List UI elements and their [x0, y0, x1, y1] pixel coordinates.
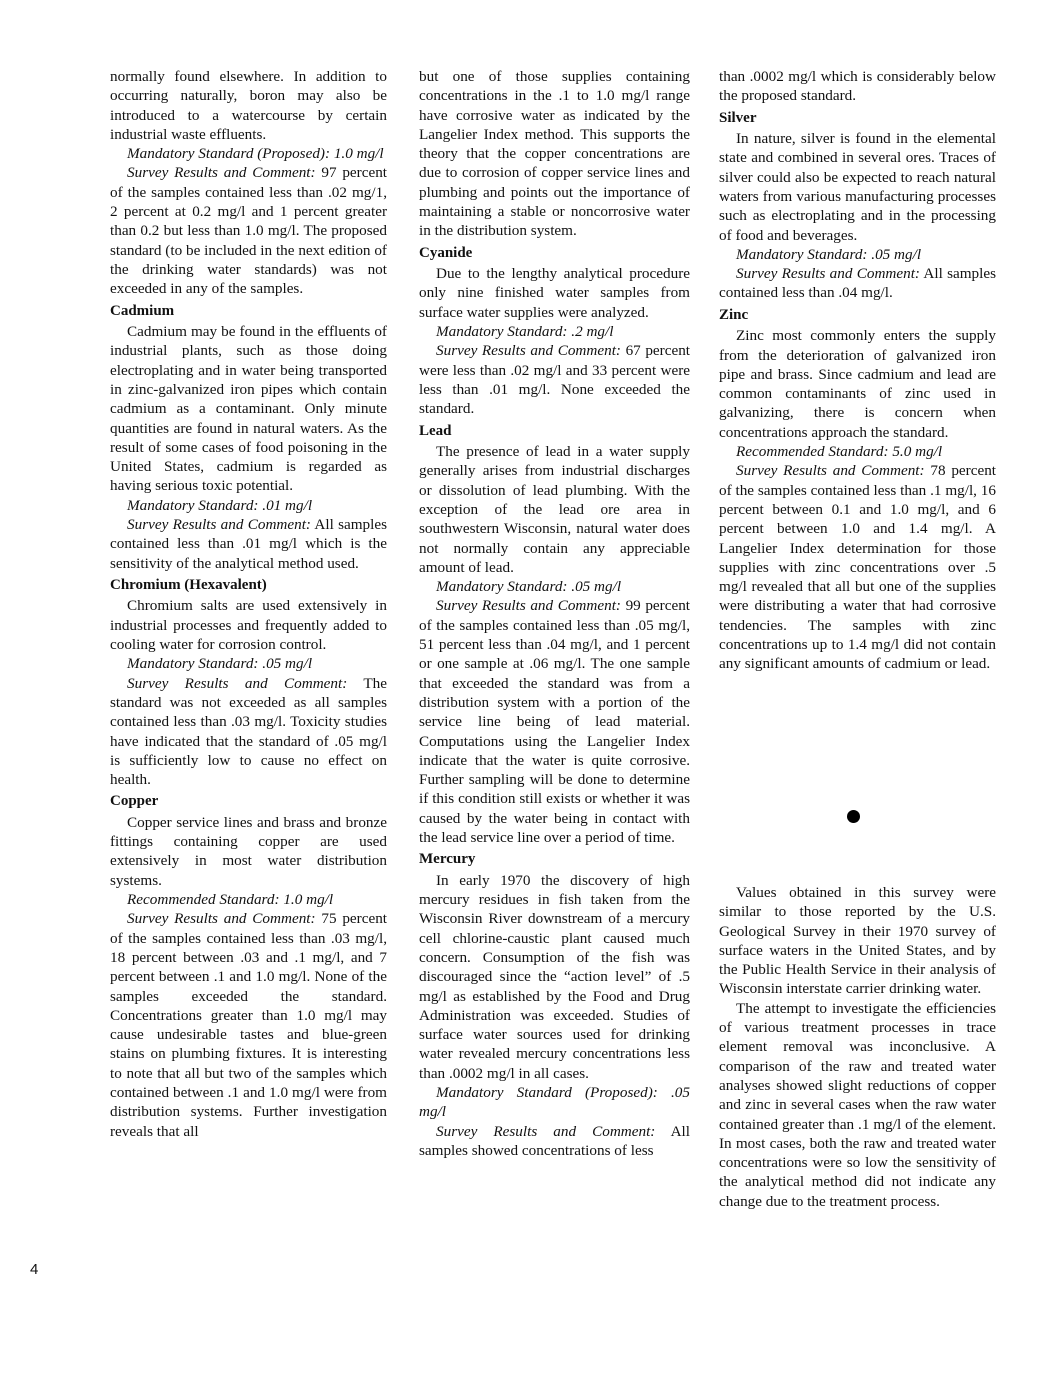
summary-paragraph-2: The attempt to investigate the efficiencies of various treatment processes in trace element removal was inconclusive. A comparison of the raw and treated water analyses showed slight reductions of copper and zinc in several cases when the raw water contained greater than .1 mg/l of the element. In most cases, both the raw and treated water concentrations were so low the sensitivity of the analytical method did not indicate any change due to the treatment process.: [719, 999, 996, 1210]
comment-label: Survey Results and Comment:: [127, 910, 316, 928]
comment-body: 78 percent of the samples contained less than .1 mg/l, 16 percent between 0.1 and 1.0 mg/l, and 6 percent between 1.0 and 1.4 mg/l. A Langelier Index determination for those supplies with zinc concentrations over .5 mg/l revealed that all but one of the supplies were distributing a water that had corrosive tendencies. The samples with zinc concentrations up to 1.4 mg/l did not contain any significant amounts of cadmium or lead.: [719, 462, 997, 673]
comment-body: 97 percent of the samples contained less than .02 mg/1, 2 percent at 0.2 mg/l and 1 percent greater than 0.2 but less than 1.0 mg/l. The proposed standard (to be included in the next edition of the drinking water standards) was not exceeded in any of the samples.: [110, 164, 388, 298]
comment-label: Survey Results and Comment:: [736, 265, 920, 283]
zinc-comment: [719, 461, 996, 673]
mercury-comment: [419, 1122, 690, 1161]
comment-label: Survey Results and Comment:: [436, 597, 621, 615]
chromium-heading: Chromium (Hexavalent): [110, 576, 267, 593]
silver-standard: Mandatory Standard: .05 mg/l: [736, 245, 922, 263]
mercury-heading: Mercury: [419, 851, 476, 868]
comment-label: Survey Results and Comment:: [127, 516, 311, 534]
lead-text: The presence of lead in a water supply generally arises from industrial discharges or dissolution of lead plumbing. With the exception of the lead ore area in southwestern Wisconsin, natural water does not normally contain any appreciable amount of lead.: [419, 443, 690, 576]
chromium-comment: [110, 674, 387, 790]
lead-heading: Lead: [419, 422, 452, 439]
comment-label: Survey Results and Comment:: [736, 462, 925, 480]
cadmium-comment: [110, 515, 387, 573]
copper-text: Copper service lines and brass and bronze fittings containing copper are used extensively in most water distribution systems.: [110, 813, 387, 889]
boron-standard: Mandatory Standard (Proposed): 1.0 mg/l: [127, 145, 384, 163]
comment-body: All samples contained less than .04 mg/l.: [719, 265, 997, 302]
chromium-standard: Mandatory Standard: .05 mg/l: [127, 655, 313, 673]
comment-body: All samples showed concentrations of less: [419, 1122, 690, 1159]
page-number: 4: [30, 1261, 39, 1278]
boron-comment: [110, 163, 387, 298]
column-2: [419, 67, 690, 1160]
cadmium-standard: Mandatory Standard: .01 mg/l: [127, 496, 313, 514]
silver-comment: [719, 264, 996, 303]
column-1: [110, 67, 387, 1141]
cadmium-text: Cadmium may be found in the effluents of industrial plants, such as those doing electroplating and in water being transported in zinc-galvanized iron pipes which contain cadmium as a contaminant. Only minute quantities are found in natural waters. As the result of some cases of food poisoning in the United States, cadmium is regarded as having serious toxic potential.: [110, 323, 387, 495]
copper-heading: Copper: [110, 793, 159, 810]
mercury-text: In early 1970 the discovery of high mercury residues in fish taken from the Wisconsin River downstream of a mercury cell chlorine-caustic plant caused much concern. Consumption of the fish was discouraged since the “action level” of .5 mg/l as established by the Food and Drug Administration was exceeded. Studies of surface water sources used for drinking water revealed mercury concentrations less than .0002 mg/l in all cases.: [419, 871, 690, 1082]
copper-comment: [110, 909, 387, 1141]
comment-body: 67 percent were less than .02 mg/l and 33 percent were less than .01 mg/l. None exceeded the standard.: [419, 342, 691, 418]
boron-continued-text: normally found elsewhere. In addition to occurring naturally, boron may also be introduced to a watercourse by certain industrial waste effluents.: [110, 68, 387, 143]
bullet-dot-icon: [847, 810, 860, 823]
comment-label: Survey Results and Comment:: [436, 342, 621, 360]
comment-label: Survey Results and Comment:: [127, 164, 316, 182]
silver-heading: Silver: [719, 109, 757, 126]
cyanide-text: Due to the lengthy analytical procedure only nine finished water samples from surface water supplies were analyzed.: [419, 265, 690, 321]
silver-text: In nature, silver is found in the elemental state and combined in several ores. Traces of silver could also be expected to reach natural waters from various manufacturing processes such as electroplating and in the processing of food and beverages.: [719, 130, 996, 244]
zinc-heading: Zinc: [719, 306, 749, 323]
mercury-continued-text: than .0002 mg/l which is considerably below the proposed standard.: [719, 68, 996, 105]
comment-label: Survey Results and Comment:: [127, 674, 348, 692]
comment-body: 75 percent of the samples contained less than .03 mg/l, 18 percent between .03 and .1 mg/l, and 7 percent between .1 and 1.0 mg/l. None of the samples exceeded the standard. Concentrations greater than 1.0 mg/l may cause undesirable tastes and blue-green stains on plumbing fixtures. It is interesting to note that all but two of the samples which contained between .1 and 1.0 mg/l were from distribution systems. Further investigation reveals that all: [110, 910, 388, 1140]
zinc-text: Zinc most commonly enters the supply from the deterioration of galvanized iron pipe and brass. Since cadmium and lead are common contaminants of zinc used in galvanizing, there is concern when concentrations approach the standard.: [719, 327, 996, 441]
cyanide-comment: [419, 341, 690, 418]
chromium-text: Chromium salts are used extensively in industrial processes and frequently added to cooling water for corrosion control.: [110, 597, 387, 654]
comment-body: 99 percent of the samples contained less than .05 mg/l, 51 percent less than .04 mg/l, and 1 percent or one sample at .06 mg/l. The one sample that exceeded the standard was from a distribution system with a portion of the service line being of lead material. Computations using the Langelier Index indicate that the water is quite corrosive. Further sampling will be done to determine if this condition still exists or whether it was caused by the water being in contact with the lead service line over a period of time.: [419, 597, 691, 846]
comment-body: All samples contained less than .01 mg/l which is the sensitivity of the analytical method used.: [110, 516, 388, 572]
summary-section: [719, 883, 996, 1211]
comment-label: Survey Results and Comment:: [436, 1122, 656, 1140]
summary-paragraph-1: Values obtained in this survey were similar to those reported by the U.S. Geological Survey in their 1970 survey of surface waters in the United States, and by the Public Health Service in their analysis of Wisconsin interstate carrier drinking water.: [719, 884, 996, 998]
comment-body: The standard was not exceeded as all samples contained less than .03 mg/l. Toxicity studies have indicated that the standard of .05 mg/l is sufficiently low to cause no effect on health.: [110, 674, 387, 789]
lead-comment: [419, 596, 690, 847]
mercury-standard: Mandatory Standard (Proposed): .05 mg/l: [419, 1084, 690, 1121]
copper-standard: Recommended Standard: 1.0 mg/l: [127, 891, 334, 909]
zinc-standard: Recommended Standard: 5.0 mg/l: [736, 443, 943, 461]
copper-continued-text: but one of those supplies containing concentrations in the .1 to 1.0 mg/l range have corrosive water as indicated by the Langelier Index method. This supports the theory that the copper concentrations are due to corrosion of copper service lines and plumbing and points out the importance of maintaining a stable or noncorrosive water in the distribution system.: [419, 68, 690, 240]
lead-standard: Mandatory Standard: .05 mg/l: [436, 578, 622, 596]
cadmium-heading: Cadmium: [110, 302, 175, 319]
column-3: [719, 67, 996, 674]
cyanide-standard: Mandatory Standard: .2 mg/l: [436, 323, 614, 341]
cyanide-heading: Cyanide: [419, 244, 473, 261]
